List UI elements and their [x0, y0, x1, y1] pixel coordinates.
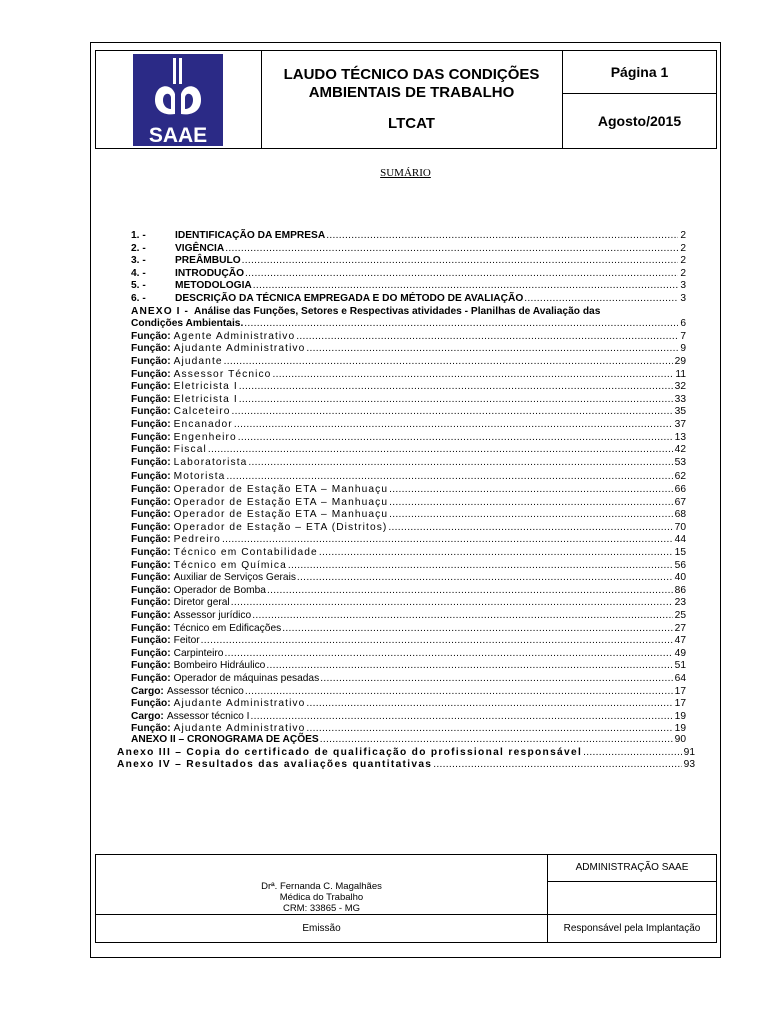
toc-annex1-line1[interactable]: [131, 305, 686, 318]
toc-page: 47: [674, 635, 686, 647]
function-kind: Função:: [131, 547, 171, 558]
toc-page: 2: [680, 255, 686, 267]
toc-entry[interactable]: [131, 292, 686, 305]
title-cell: [261, 51, 563, 148]
saae-logo: [133, 54, 223, 146]
document-frame: [90, 42, 721, 958]
toc-function-entry[interactable]: [131, 533, 686, 546]
function-name: Diretor geral: [173, 597, 230, 609]
toc-function-entry[interactable]: [131, 521, 686, 534]
function-kind: Função:: [131, 647, 171, 659]
toc-leader: [239, 393, 673, 406]
function-kind: Função:: [131, 622, 171, 634]
toc-leader: [222, 533, 673, 546]
toc-leader: [326, 229, 678, 242]
logo-cell: [96, 51, 262, 148]
toc-label: PREÂMBULO: [175, 255, 241, 267]
function-name: Assessor jurídico: [173, 610, 252, 621]
toc-function-entry[interactable]: [131, 685, 686, 698]
doctor-crm: CRM: 33865 - MG: [282, 903, 361, 914]
toc-function-entry[interactable]: [131, 672, 686, 685]
annex1-prefix: ANEXO I -: [131, 305, 190, 317]
toc-leader: [288, 559, 673, 572]
toc-function-entry[interactable]: [131, 380, 686, 393]
function-name: Ajudante Administrativo: [173, 698, 306, 710]
toc-label: INTRODUÇÃO: [175, 267, 245, 279]
toc-leader: [201, 634, 673, 647]
toc-function-entry[interactable]: [131, 584, 686, 597]
function-name: Ajudante Administrativo: [173, 723, 306, 735]
toc-leader: [267, 584, 673, 597]
toc-page: 62: [674, 471, 686, 483]
toc-leader: [320, 672, 672, 685]
function-kind: Função:: [131, 444, 171, 456]
toc-leader: [224, 647, 672, 660]
toc-page: 93: [683, 759, 695, 771]
toc-leader: [306, 342, 678, 355]
toc-function-entry[interactable]: [131, 546, 686, 559]
document-title-line2: AMBIENTAIS DE TRABALHO: [308, 84, 515, 101]
toc-leader: [272, 368, 673, 381]
annex-label: Anexo IV – Resultados das avaliações quantitativas: [117, 759, 433, 771]
toc-function-entry[interactable]: [131, 622, 686, 635]
toc-function-entry[interactable]: [131, 647, 686, 660]
function-name: Engenheiro: [173, 431, 237, 443]
toc-page: 40: [674, 572, 686, 584]
function-name: Técnico em Contabilidade: [173, 547, 318, 558]
toc-leader: [248, 456, 672, 469]
toc-page: 17: [674, 685, 686, 697]
function-name: Agente Administrativo: [173, 330, 296, 342]
toc-page: 25: [674, 610, 686, 621]
toc-page: 49: [674, 647, 686, 659]
function-kind: Função:: [131, 660, 171, 672]
toc-page: 9: [680, 343, 686, 355]
toc-page: 37: [674, 419, 686, 430]
function-kind: Função:: [131, 393, 171, 405]
toc-leader: [242, 254, 679, 267]
toc-page: 7: [680, 330, 686, 342]
toc-leader: [232, 405, 673, 418]
toc-function-entry[interactable]: [131, 405, 686, 418]
toc-number: 4. -: [131, 267, 146, 279]
doctor-name: Drª. Fernanda C. Magalhães: [261, 881, 382, 892]
function-name: Carpinteiro: [173, 647, 224, 659]
function-name: Laboratorista: [173, 456, 248, 468]
toc-page: 19: [674, 710, 686, 722]
toc-leader: [524, 292, 678, 305]
annex-label: Anexo III – Copia do certificado de qualificação do profissional responsável: [117, 746, 583, 758]
function-name: Encanador: [173, 419, 233, 430]
toc-page: 33: [674, 393, 686, 405]
toc-function-entry[interactable]: [131, 418, 686, 431]
toc-leader: [224, 355, 673, 368]
toc-function-entry[interactable]: [131, 330, 686, 343]
function-kind: Função:: [131, 471, 171, 483]
toc-function-entry[interactable]: [131, 609, 686, 622]
function-kind: Função:: [131, 584, 171, 596]
emission-label: Emissão: [302, 923, 341, 934]
annex-label: ANEXO II – CRONOGRAMA DE AÇÕES: [131, 734, 319, 745]
function-name: Operador de Estação ETA – Manhuaçu: [173, 484, 389, 495]
function-kind: Função:: [131, 431, 171, 443]
toc-function-entry[interactable]: [131, 571, 686, 584]
toc-page: 32: [674, 381, 686, 393]
function-kind: Função:: [131, 698, 171, 710]
toc-leader: [238, 431, 673, 444]
toc-label: IDENTIFICAÇÃO DA EMPRESA: [175, 230, 326, 241]
toc-leader: [225, 242, 678, 255]
document-date: Agosto/2015: [597, 113, 682, 129]
function-name: Feitor: [173, 635, 200, 647]
toc-leader: [282, 622, 672, 635]
function-kind: Função:: [131, 559, 171, 571]
toc-annex4[interactable]: [117, 758, 695, 771]
function-name: Assessor técnico I: [166, 710, 250, 722]
toc-leader: [320, 733, 673, 746]
document-header: [95, 50, 717, 149]
toc-function-entry[interactable]: [131, 496, 686, 509]
function-kind: Função:: [131, 572, 171, 584]
function-kind: Função:: [131, 381, 171, 393]
toc-page: 70: [674, 521, 686, 533]
toc-leader: [297, 571, 673, 584]
toc-leader: [389, 496, 673, 509]
function-kind: Função:: [131, 368, 171, 380]
toc-leader: [389, 483, 673, 496]
divider: [547, 881, 716, 882]
toc-number: 2. -: [131, 242, 146, 254]
toc-annex3[interactable]: [117, 746, 695, 759]
toc-page: 6: [680, 318, 686, 330]
toc-page: 27: [674, 622, 686, 634]
toc-leader: [239, 380, 673, 393]
toc-page: 68: [674, 509, 686, 521]
toc-function-entry[interactable]: [131, 483, 686, 496]
toc-annex1-line2[interactable]: [131, 317, 686, 330]
toc-number: 3. -: [131, 255, 146, 267]
toc-leader: [583, 746, 682, 759]
toc-function-entry[interactable]: [131, 342, 686, 355]
toc-page: 35: [674, 406, 686, 418]
function-name: Auxiliar de Serviços Gerais: [173, 572, 296, 584]
toc-entry[interactable]: [131, 242, 686, 255]
toc-entry[interactable]: [131, 254, 686, 267]
toc-page: 42: [674, 444, 686, 456]
function-kind: Cargo:: [131, 710, 164, 722]
toc-page: 2: [680, 242, 686, 254]
toc-page: 11: [675, 368, 686, 380]
toc-function-entry[interactable]: [131, 710, 686, 723]
toc-function-entry[interactable]: [131, 634, 686, 647]
toc-function-entry[interactable]: [131, 431, 686, 444]
toc-function-entry[interactable]: [131, 368, 686, 381]
function-name: Técnico em Edificações: [173, 622, 282, 634]
toc-page: 86: [674, 584, 686, 596]
admin-label: ADMINISTRAÇÃO SAAE: [575, 862, 689, 873]
toc-number: 6. -: [131, 293, 146, 304]
toc-leader: [244, 317, 678, 330]
document-subtitle: LTCAT: [388, 115, 435, 132]
function-kind: Função:: [131, 484, 171, 495]
toc-leader: [266, 659, 672, 672]
function-kind: Cargo:: [131, 685, 164, 697]
toc-page: 90: [674, 734, 686, 745]
toc-leader: [245, 267, 678, 280]
toc-leader: [389, 508, 673, 521]
function-kind: Função:: [131, 723, 171, 735]
toc-label: METODOLOGIA: [175, 280, 252, 292]
toc-page: 23: [674, 597, 686, 609]
function-name: Pedreiro: [173, 534, 221, 546]
function-name: Assessor Técnico: [173, 368, 272, 380]
doctor-info: [96, 881, 547, 914]
toc-leader: [231, 596, 673, 609]
toc-number: 1. -: [131, 230, 146, 241]
toc-leader: [226, 470, 672, 483]
toc-function-entry[interactable]: [131, 559, 686, 572]
function-name: Operador de Bomba: [173, 584, 266, 596]
toc-leader: [208, 443, 673, 456]
function-kind: Função:: [131, 509, 171, 521]
toc-function-entry[interactable]: [131, 355, 686, 368]
toc-function-entry[interactable]: [131, 659, 686, 672]
function-kind: Função:: [131, 343, 171, 355]
toc-function-entry[interactable]: [131, 456, 686, 469]
function-kind: Função:: [131, 330, 171, 342]
document-title-line1: LAUDO TÉCNICO DAS CONDIÇÕES: [283, 66, 540, 83]
function-kind: Função:: [131, 456, 171, 468]
doctor-role: Médica do Trabalho: [279, 892, 364, 903]
toc-entry[interactable]: [131, 279, 686, 292]
toc-function-entry[interactable]: [131, 393, 686, 406]
function-name: Operador de Estação ETA – Manhuaçu: [173, 496, 389, 508]
toc-leader: [296, 330, 678, 343]
function-name: Bombeiro Hidráulico: [173, 660, 266, 672]
function-name: Eletricista I: [173, 381, 238, 393]
toc-function-entry[interactable]: [131, 443, 686, 456]
toc-label: DESCRIÇÃO DA TÉCNICA EMPREGADA E DO MÉTODO DE AVALIAÇÃO: [175, 293, 524, 304]
toc-function-entry[interactable]: [131, 470, 686, 483]
toc-page: 13: [674, 431, 686, 443]
toc-annex2[interactable]: [131, 733, 686, 746]
toc-page: 3: [680, 280, 686, 292]
toc-leader: [234, 418, 673, 431]
summary-title: SUMÁRIO: [380, 167, 431, 179]
toc-leader: [251, 710, 673, 723]
toc-page: 56: [674, 559, 686, 571]
toc-page: 29: [674, 356, 686, 367]
function-name: Operador de máquinas pesadas: [173, 673, 320, 684]
toc-function-entry[interactable]: [131, 508, 686, 521]
function-kind: Função:: [131, 521, 171, 533]
toc-page: 15: [674, 547, 686, 558]
toc-leader: [388, 521, 672, 534]
toc-page: 64: [674, 673, 686, 684]
toc-leader: [306, 697, 672, 710]
toc-function-entry[interactable]: [131, 596, 686, 609]
toc-label: VIGÊNCIA: [175, 242, 225, 254]
toc-entry[interactable]: [131, 229, 686, 242]
page-number: Página 1: [562, 51, 717, 94]
function-name: Técnico em Química: [173, 559, 287, 571]
function-name: Assessor técnico: [166, 685, 244, 697]
responsible-label: Responsável pela Implantação: [563, 923, 701, 934]
function-name: Fiscal: [173, 444, 207, 456]
function-kind: Função:: [131, 610, 171, 621]
toc-page: 2: [680, 230, 686, 241]
toc-page: 2: [680, 267, 686, 279]
toc-page: 3: [680, 293, 686, 304]
annex1-text-line2: Condições Ambientais.: [131, 318, 244, 330]
toc-page: 66: [674, 484, 686, 495]
toc-page: 44: [674, 534, 686, 546]
toc-function-entry[interactable]: [131, 697, 686, 710]
toc-page: 91: [683, 746, 695, 758]
function-kind: Função:: [131, 406, 171, 418]
annex1-text-line1: Análise das Funções, Setores e Respectivas atividades - Planilhas de Avaliação das: [194, 305, 601, 317]
function-name: Operador de Estação – ETA (Distritos): [173, 521, 388, 533]
toc-leader: [253, 279, 679, 292]
toc-number: 5. -: [131, 280, 146, 292]
toc-leader: [433, 758, 681, 771]
function-kind: Função:: [131, 597, 171, 609]
function-kind: Função:: [131, 534, 171, 546]
toc-page: 67: [674, 496, 686, 508]
toc-page: 17: [674, 698, 686, 710]
function-name: Calceteiro: [173, 406, 231, 418]
function-name: Ajudante Administrativo: [173, 343, 306, 355]
toc-page: 53: [674, 456, 686, 468]
function-kind: Função:: [131, 635, 171, 647]
toc-leader: [245, 685, 673, 698]
function-kind: Função:: [131, 496, 171, 508]
function-name: Ajudante: [173, 356, 223, 367]
toc-page: 19: [674, 723, 686, 735]
toc-entry[interactable]: [131, 267, 686, 280]
saae-logo-text: SAAE: [148, 124, 208, 146]
signature-table: [95, 854, 717, 943]
toc-leader: [319, 546, 673, 559]
function-kind: Função:: [131, 356, 171, 367]
function-kind: Função:: [131, 673, 171, 684]
function-name: Operador de Estação ETA – Manhuaçu: [173, 509, 389, 521]
function-name: Motorista: [173, 471, 226, 483]
function-kind: Função:: [131, 419, 171, 430]
toc-leader: [252, 609, 672, 622]
function-name: Eletricista I: [173, 393, 238, 405]
toc-page: 51: [674, 660, 686, 672]
